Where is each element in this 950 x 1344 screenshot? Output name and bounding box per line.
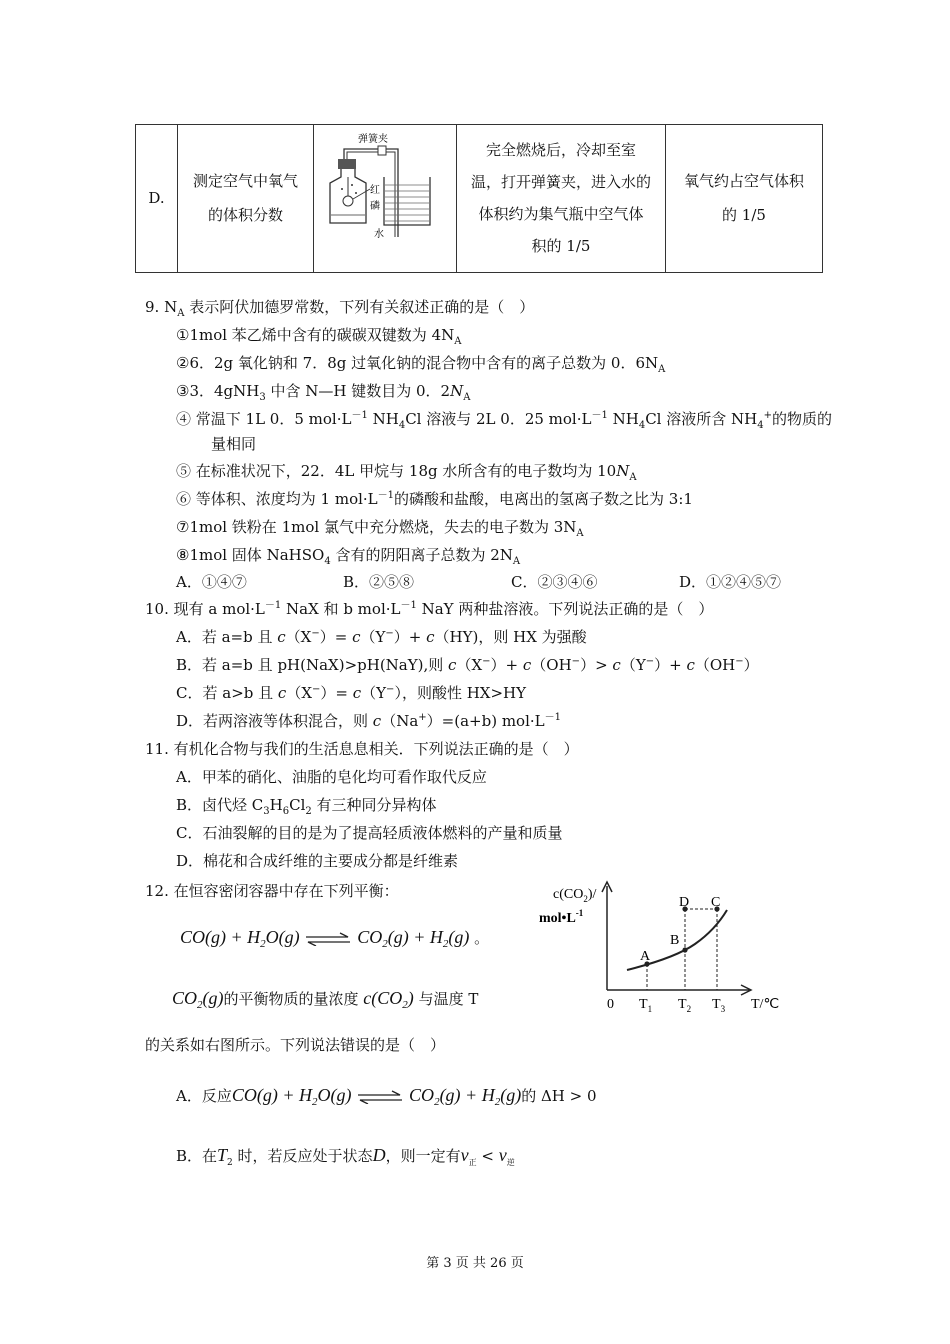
water-label: 水 bbox=[374, 229, 384, 240]
red-p-label: 磷 bbox=[370, 201, 380, 212]
q10-option-d: D．若两溶液等体积混合，则 c（Na+）=(a+b) $mol\cdot L^{-1}$ bbox=[176, 712, 561, 730]
tick-t1: $T_1$ bbox=[639, 997, 653, 1014]
q9-choice-d: D．①②④⑤⑦ bbox=[679, 573, 782, 591]
q10-option-c: C．若 a>b 且 c（X−）= c（Y−），则酸性 HX>HY bbox=[176, 684, 527, 702]
q9-stem: 9. $N_A$ 表示阿伏加德罗常数，下列有关叙述正确的是（ ） bbox=[145, 298, 535, 319]
label-b: B bbox=[670, 933, 680, 948]
concentration-temperature-graph bbox=[535, 878, 800, 1018]
q10-stem: 10. 现有 a $mol\cdot L^{-1}$ NaX 和 b $mol\cdot L^{-1}$ NaY 两种盐溶液。下列说法正确的是（ ） bbox=[145, 600, 714, 618]
q9-choice-a: A．①④⑦ bbox=[176, 573, 247, 591]
equilibrium-arrow bbox=[356, 1090, 404, 1104]
purpose-cell bbox=[178, 125, 314, 273]
row-label: D. bbox=[136, 125, 178, 273]
q9-item-4-cont: 量相同 bbox=[211, 435, 257, 453]
q11-option-b: B．卤代烃 $C_3H_6Cl_2$ 有三种同分异构体 bbox=[176, 796, 437, 817]
beaker bbox=[384, 177, 430, 225]
q9-item-7: ⑦1mol 铁粉在 1mol 氯气中充分燃烧，失去的电子数为 $3N_A$ bbox=[176, 518, 584, 539]
equilibrium-arrow bbox=[304, 932, 352, 946]
spring-clip bbox=[378, 146, 386, 155]
q12-equation: $CO(g) + H_2O(g) CO_2(g) + H_2(g)$ 。 bbox=[180, 927, 490, 950]
x-axis-label: T/℃ bbox=[751, 997, 780, 1012]
operation-line: 完全燃烧后，冷却至室 bbox=[485, 140, 636, 159]
origin-label: 0 bbox=[607, 997, 614, 1012]
q9-item-4: ④ 常温下 1L 0．5 $mol\cdot L^{-1}$ $NH_4Cl$ 溶液与 2L 0．25 $mol\cdot L^{-1}$ $NH_4Cl$ 溶液所含 $NH_4^+$的物质的 bbox=[176, 410, 832, 431]
operation-line: 温，打开弹簧夹，进入水的 bbox=[470, 172, 651, 191]
q11-option-d: D．棉花和合成纤维的主要成分都是纤维素 bbox=[176, 852, 459, 870]
q9-item-5: ⑤ 在标准状况下，22．4L 甲烷与 18g 水所含有的电子数均为 $10N_A$ bbox=[176, 462, 637, 483]
stopper bbox=[338, 159, 356, 169]
purpose-line: 的体积分数 bbox=[207, 205, 283, 224]
apparatus-cell bbox=[314, 125, 457, 273]
label-c: C bbox=[711, 895, 721, 910]
q12-line3: 的关系如右图所示。下列说法错误的是（ ） bbox=[145, 1036, 446, 1054]
q10-option-b: B．若 a=b 且 pH(NaX)>pH(NaY),则 c（X−）+ c（OH−）> c（Y−）+ c（OH−） bbox=[176, 656, 759, 674]
q9-choice-c: C．②③④⑥ bbox=[511, 573, 598, 591]
conclusion-line: 的 1/5 bbox=[722, 205, 766, 224]
y-axis-unit: $mol•L^{-1}$ bbox=[539, 908, 584, 926]
q9-choice-b: B．②⑤⑧ bbox=[343, 573, 415, 591]
q9-item-3: ③3．4gNH$_3$ 中含 N—H 键数目为 0．$2N_A$ bbox=[176, 382, 471, 403]
q12-stem: 12. 在恒容密闭容器中存在下列平衡： bbox=[145, 882, 399, 900]
label-d: D bbox=[679, 895, 690, 910]
operation-line: 体积约为集气瓶中空气体 bbox=[478, 205, 644, 224]
page-footer: 第 3 页 共 26 页 bbox=[426, 1256, 524, 1271]
q9-item-1: ①1mol 苯乙烯中含有的碳碳双键数为 $4N_A$ bbox=[176, 326, 462, 347]
q9-item-8: ⑧1mol 固体 NaHSO$_4$ 含有的阴阳离子总数为 $2N_A$ bbox=[176, 546, 521, 567]
q12-line2: $CO_2(g)$的平衡物质的量浓度 $c(CO_2)$ 与温度 T bbox=[172, 988, 479, 1011]
tick-t2: $T_2$ bbox=[678, 997, 692, 1014]
q11-option-a: A．甲苯的硝化、油脂的皂化均可看作取代反应 bbox=[176, 768, 487, 786]
red-p-label: 红 bbox=[370, 185, 380, 196]
table-row bbox=[136, 125, 823, 273]
point-b bbox=[682, 947, 687, 952]
y-axis-label: $c(CO_2)/$ bbox=[553, 887, 597, 904]
label-a: A bbox=[640, 949, 651, 964]
q10-option-a: A．若 a=b 且 c（X−）= c（Y−）+ c（HY)，则 HX 为强酸 bbox=[176, 628, 587, 646]
smoke-dot bbox=[355, 192, 357, 194]
q12-option-b: B．在$T_2$ 时，若反应处于状态D，则一定有$v_正 < v_逆$ bbox=[176, 1145, 515, 1168]
q9-item-2: ②6．2g 氧化钠和 7．8g 过氧化钠的混合物中含有的离子总数为 0．$6N_A$ bbox=[176, 354, 666, 375]
q11-option-c: C．石油裂解的目的是为了提高轻质液体燃料的产量和质量 bbox=[176, 824, 563, 842]
q12-option-a: A．反应$CO(g) + H_2O(g) CO_2(g) + H_2(g)$的 ΔH > 0 bbox=[176, 1085, 597, 1108]
beaker-water bbox=[385, 185, 429, 221]
q11-stem: 11. 有机化合物与我们的生活息息相关．下列说法正确的是（ ） bbox=[145, 740, 579, 758]
combustion-spoon bbox=[343, 196, 353, 206]
apparatus-diagram bbox=[316, 125, 454, 265]
experiment-table bbox=[135, 124, 823, 273]
conclusion-line: 氧气约占空气体积 bbox=[683, 172, 804, 191]
purpose-line: 测定空气中氧气 bbox=[192, 172, 298, 191]
smoke-dot bbox=[341, 188, 343, 190]
label-leader bbox=[353, 189, 370, 199]
tick-t3: $T_3$ bbox=[712, 997, 726, 1014]
conclusion-cell bbox=[666, 125, 823, 273]
operation-line: 积的 1/5 bbox=[531, 237, 591, 256]
clip-label: 弹簧夹 bbox=[358, 134, 388, 145]
q9-item-6: ⑥ 等体积、浓度均为 1 $mol\cdot L^{-1}$的磷酸和盐酸，电离出的氢离子数之比为 3:1 bbox=[176, 490, 693, 508]
operation-cell bbox=[457, 125, 666, 273]
smoke-dot bbox=[351, 184, 353, 186]
